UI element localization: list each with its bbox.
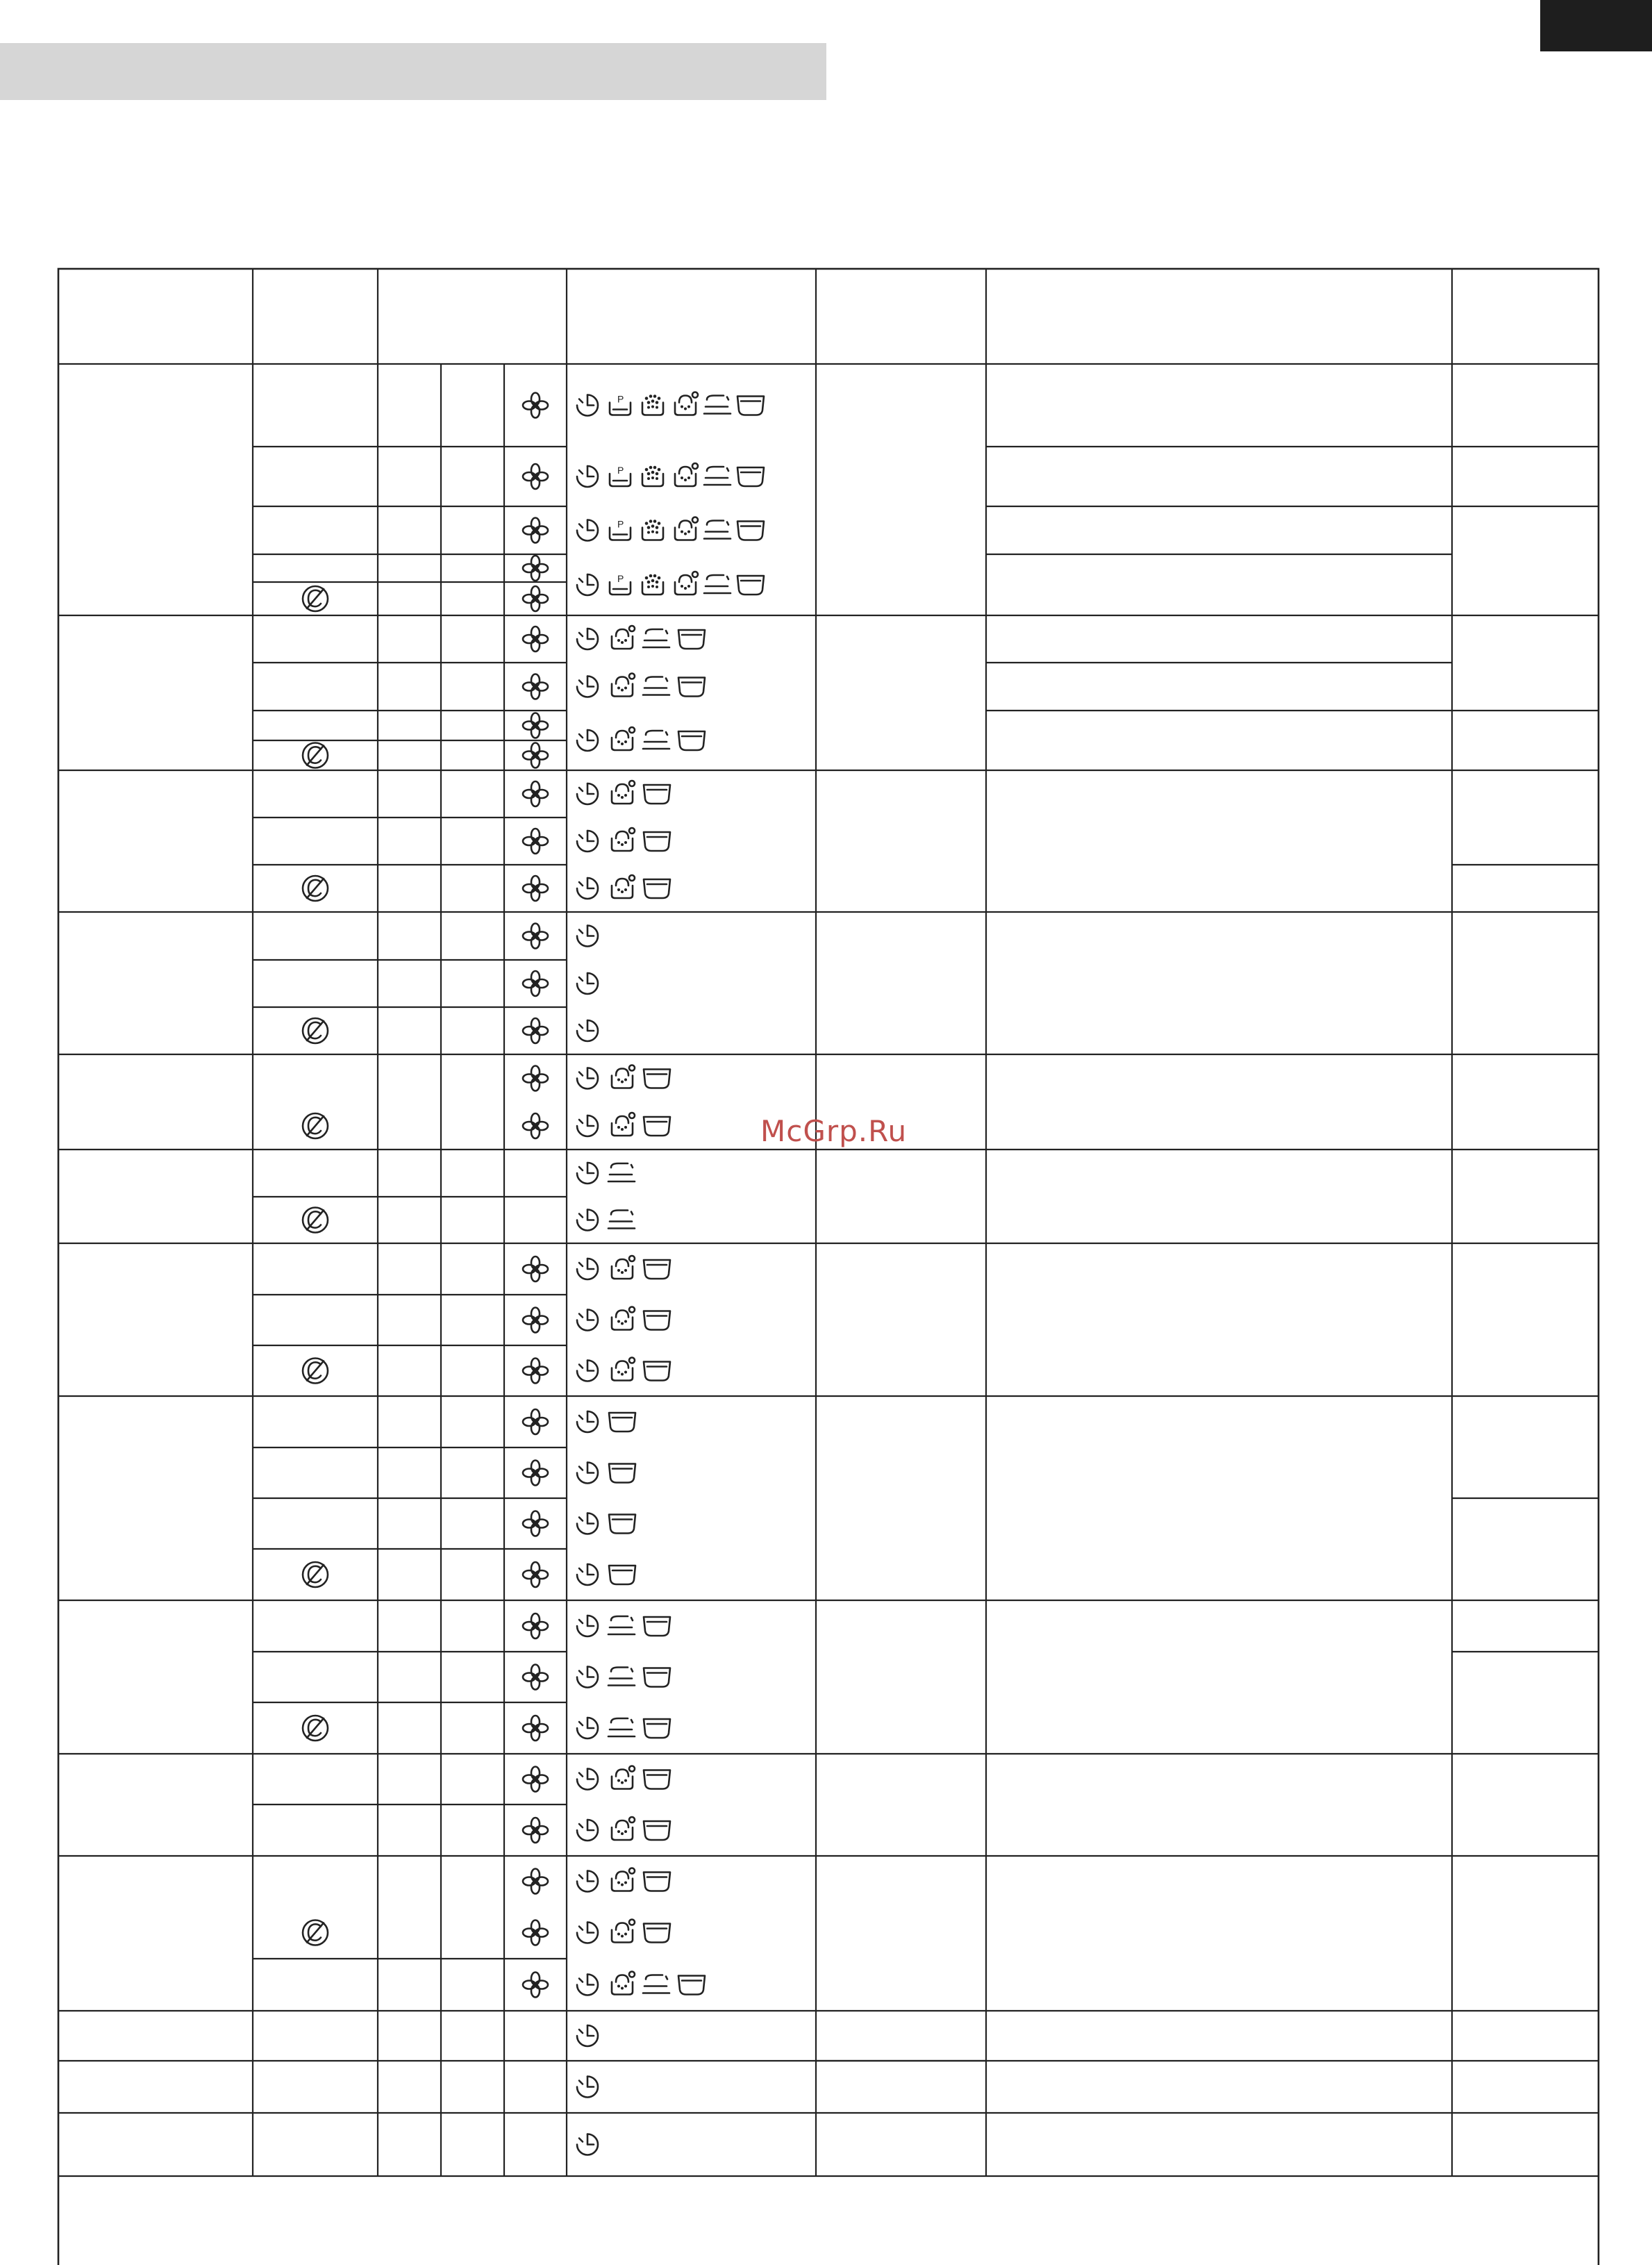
fan-icon xyxy=(523,1256,548,1281)
baking-tray-icon xyxy=(608,1616,635,1634)
timer-icon xyxy=(577,1923,598,1943)
bowl-icon xyxy=(644,832,670,851)
no-preheat-icon xyxy=(303,586,328,611)
fan-icon xyxy=(523,1562,548,1587)
timer-icon xyxy=(577,1513,598,1534)
bowl-dots-icon xyxy=(642,574,663,595)
fan-icon xyxy=(523,829,548,854)
baking-tray-icon xyxy=(608,1718,635,1736)
bowl-icon xyxy=(678,1976,705,1995)
fan-icon xyxy=(523,1018,548,1043)
fan-icon xyxy=(523,1716,548,1741)
no-preheat-icon xyxy=(303,1018,328,1043)
fan-icon xyxy=(523,393,548,418)
timer-icon xyxy=(577,1020,598,1041)
bowl-steam-icon xyxy=(612,1256,635,1279)
bowl-pizza-stone-icon xyxy=(610,465,631,486)
bowl-steam-icon xyxy=(675,572,698,595)
timer-icon xyxy=(577,1975,598,1996)
fan-icon xyxy=(523,1409,548,1434)
fan-icon xyxy=(523,1767,548,1792)
timer-icon xyxy=(577,1310,598,1331)
fan-icon xyxy=(523,1665,548,1690)
bowl-icon xyxy=(678,731,705,750)
baking-tray-icon xyxy=(643,629,669,647)
bowl-icon xyxy=(644,1260,670,1279)
fan-icon xyxy=(523,1973,548,1998)
bowl-icon xyxy=(737,467,764,486)
bowl-steam-icon xyxy=(612,1817,635,1840)
no-preheat-icon xyxy=(303,876,328,901)
bowl-dots-icon xyxy=(642,466,663,486)
bowl-steam-icon xyxy=(675,517,698,540)
bowl-steam-icon xyxy=(612,1868,635,1891)
fan-icon xyxy=(523,876,548,901)
bowl-icon xyxy=(644,1668,670,1687)
timer-icon xyxy=(577,629,598,649)
timer-icon xyxy=(577,1718,598,1739)
baking-tray-icon xyxy=(608,1163,635,1181)
bowl-steam-icon xyxy=(675,463,698,486)
bowl-icon xyxy=(644,1770,670,1789)
fan-icon xyxy=(523,1511,548,1536)
baking-tray-icon xyxy=(608,1668,635,1686)
no-preheat-icon xyxy=(303,1208,328,1233)
fan-icon xyxy=(523,1359,548,1384)
fan-icon xyxy=(523,924,548,949)
bowl-icon xyxy=(644,1362,670,1381)
bowl-steam-icon xyxy=(612,674,635,697)
timer-icon xyxy=(577,1361,598,1382)
bowl-pizza-stone-icon xyxy=(610,519,631,540)
timer-icon xyxy=(577,1871,598,1892)
no-preheat-icon xyxy=(303,743,328,768)
bowl-steam-icon xyxy=(612,727,635,750)
bowl-dots-icon xyxy=(642,395,663,415)
bowl-steam-icon xyxy=(612,1358,635,1381)
bowl-icon xyxy=(644,1924,670,1943)
bowl-icon xyxy=(609,1413,635,1432)
bowl-icon xyxy=(644,879,670,898)
bowl-icon xyxy=(609,1515,635,1534)
no-preheat-icon xyxy=(303,1562,328,1587)
timer-icon xyxy=(577,783,598,804)
timer-icon xyxy=(577,574,598,595)
fan-icon xyxy=(523,781,548,806)
bowl-steam-icon xyxy=(612,781,635,804)
timer-icon xyxy=(577,395,598,416)
bowl-icon xyxy=(609,1566,635,1584)
timer-icon xyxy=(577,1068,598,1089)
fan-icon xyxy=(523,464,548,489)
timer-icon xyxy=(577,1411,598,1432)
bowl-dots-icon xyxy=(642,520,663,540)
baking-tray-icon xyxy=(704,521,731,539)
fan-icon xyxy=(523,627,548,652)
bowl-steam-icon xyxy=(612,1113,635,1136)
timer-icon xyxy=(577,2077,598,2098)
no-preheat-icon xyxy=(303,1113,328,1138)
fan-icon xyxy=(523,674,548,699)
timer-icon xyxy=(577,1463,598,1484)
bowl-steam-icon xyxy=(612,1065,635,1088)
timer-icon xyxy=(577,1115,598,1136)
baking-tray-icon xyxy=(704,396,731,414)
timer-icon xyxy=(577,1667,598,1688)
bowl-icon xyxy=(678,630,705,649)
timer-icon xyxy=(577,831,598,852)
timer-icon xyxy=(577,730,598,751)
baking-tray-icon xyxy=(704,575,731,593)
baking-tray-icon xyxy=(608,1211,635,1229)
bowl-icon xyxy=(737,522,764,540)
bowl-steam-icon xyxy=(612,1307,635,1330)
timer-icon xyxy=(577,1564,598,1585)
fan-icon xyxy=(523,518,548,543)
watermark: McGrp.Ru xyxy=(760,1114,908,1148)
timer-icon xyxy=(577,1259,598,1279)
baking-tray-icon xyxy=(704,467,731,485)
timer-icon xyxy=(577,2134,598,2155)
fan-icon xyxy=(523,586,548,611)
bowl-steam-icon xyxy=(612,875,635,898)
no-preheat-icon xyxy=(303,1920,328,1945)
bowl-icon xyxy=(644,1117,670,1136)
no-preheat-icon xyxy=(303,1359,328,1384)
fan-icon xyxy=(523,971,548,996)
bowl-icon xyxy=(644,1617,670,1636)
fan-icon xyxy=(523,1308,548,1333)
bowl-icon xyxy=(644,1070,670,1088)
fan-icon xyxy=(523,1461,548,1486)
timer-icon xyxy=(577,466,598,487)
bowl-icon xyxy=(644,1821,670,1840)
bowl-icon xyxy=(678,678,705,697)
fan-icon xyxy=(523,1869,548,1894)
fan-icon xyxy=(523,1113,548,1138)
baking-tray-icon xyxy=(643,1975,669,1993)
bowl-steam-icon xyxy=(675,392,698,415)
timer-icon xyxy=(577,2025,598,2046)
fan-icon xyxy=(523,1613,548,1638)
fan-icon xyxy=(523,556,548,581)
timer-icon xyxy=(577,973,598,994)
bowl-icon xyxy=(644,1873,670,1891)
timer-icon xyxy=(577,1769,598,1790)
bowl-steam-icon xyxy=(612,828,635,851)
bowl-icon xyxy=(737,397,764,415)
fan-icon xyxy=(523,743,548,768)
timer-icon xyxy=(577,520,598,541)
timer-icon xyxy=(577,878,598,899)
timer-icon xyxy=(577,1210,598,1231)
bowl-icon xyxy=(644,785,670,804)
bowl-icon xyxy=(737,576,764,595)
table-frame xyxy=(58,269,1599,2265)
baking-tray-icon xyxy=(643,677,669,695)
timer-icon xyxy=(577,1820,598,1841)
no-preheat-icon xyxy=(303,1716,328,1741)
timer-icon xyxy=(577,926,598,947)
timer-icon xyxy=(577,1616,598,1636)
bowl-steam-icon xyxy=(612,1920,635,1943)
bowl-icon xyxy=(644,1311,670,1330)
fan-icon xyxy=(523,713,548,738)
fan-icon xyxy=(523,1818,548,1843)
bowl-steam-icon xyxy=(612,1972,635,1995)
fan-icon xyxy=(523,1920,548,1945)
fan-icon xyxy=(523,1066,548,1091)
bowl-icon xyxy=(609,1464,635,1483)
bowl-pizza-stone-icon xyxy=(610,394,631,415)
baking-tray-icon xyxy=(643,731,669,749)
bowl-pizza-stone-icon xyxy=(610,573,631,595)
timer-icon xyxy=(577,1163,598,1184)
bowl-steam-icon xyxy=(612,1766,635,1789)
timer-icon xyxy=(577,677,598,697)
bowl-steam-icon xyxy=(612,626,635,649)
bowl-icon xyxy=(644,1719,670,1738)
